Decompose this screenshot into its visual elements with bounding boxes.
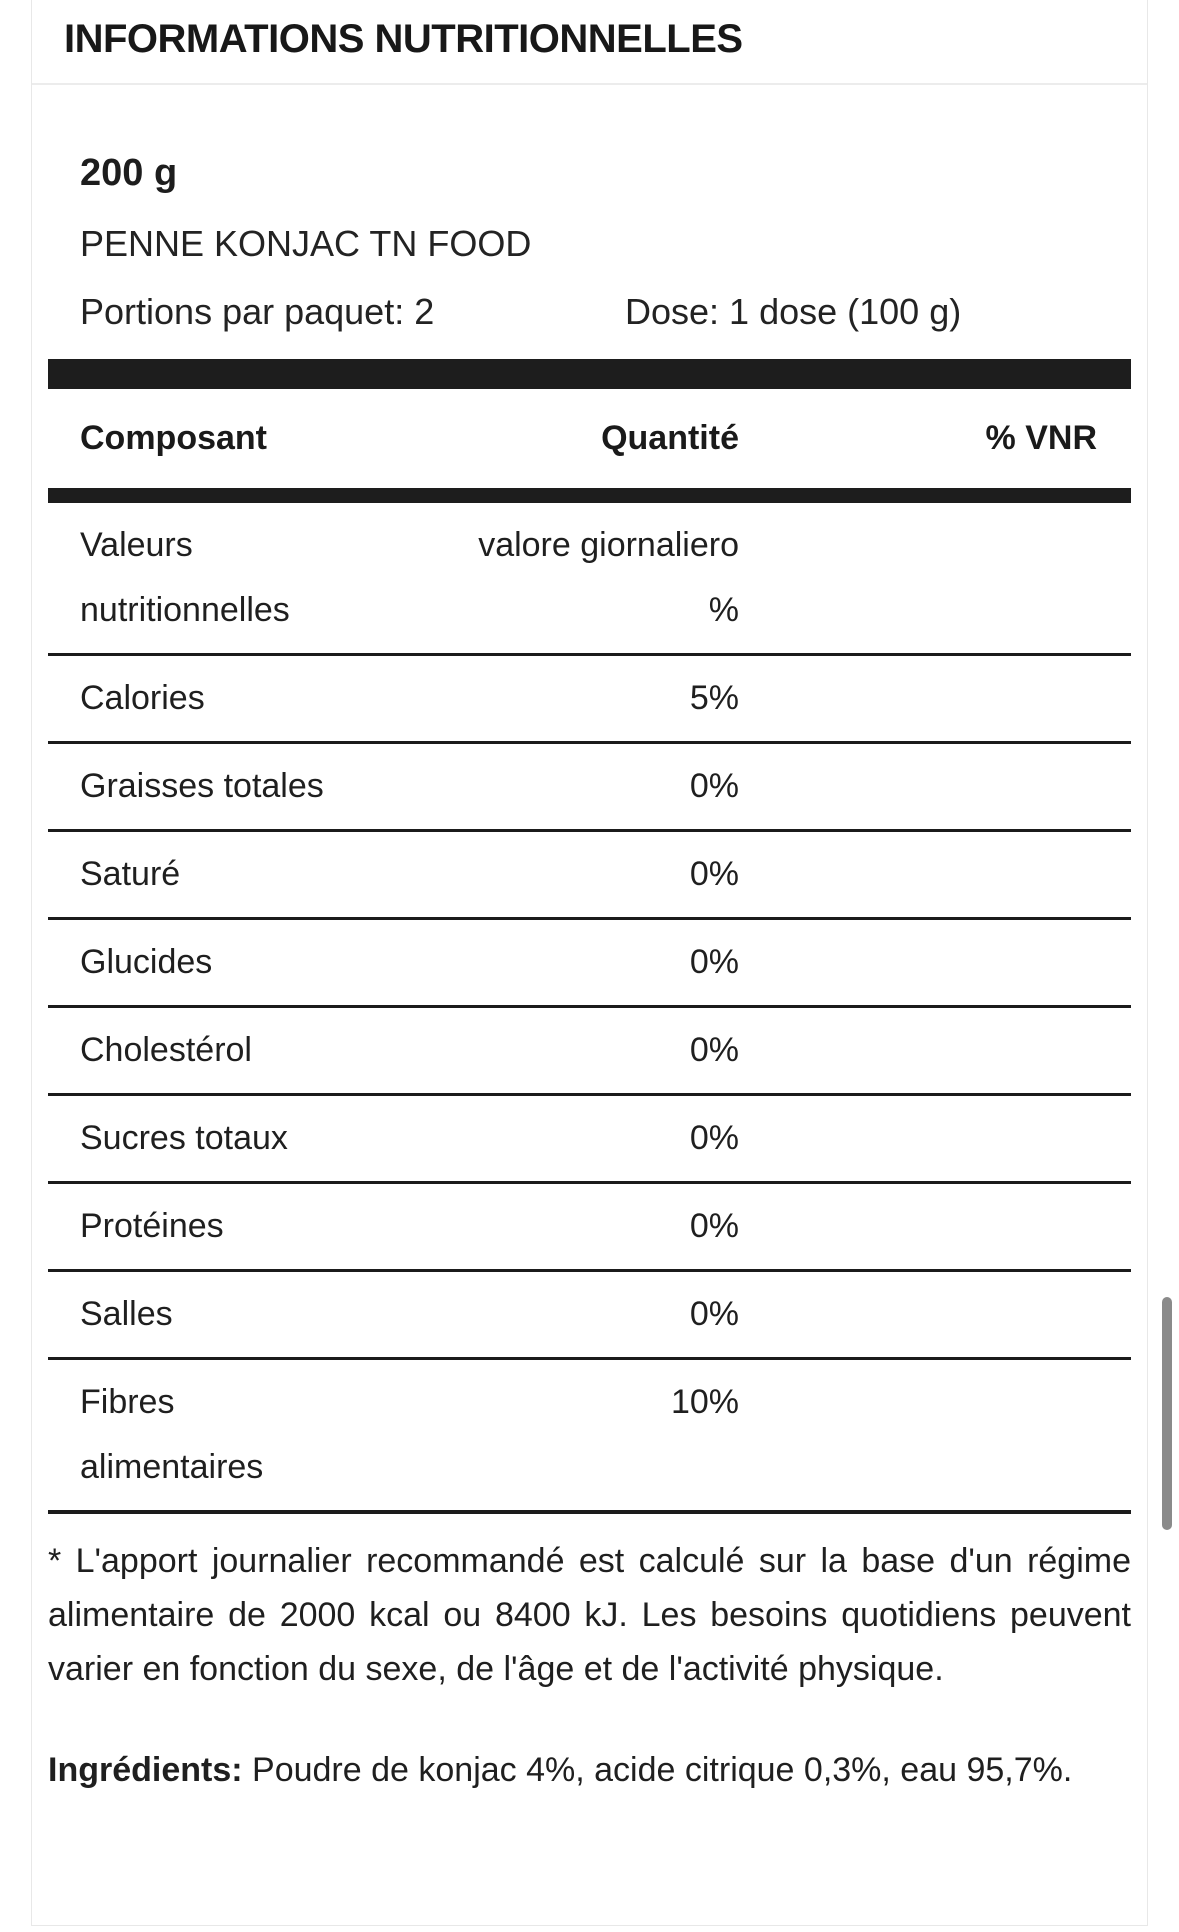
table-row xyxy=(48,1272,1131,1360)
table-row xyxy=(48,503,1131,656)
quantity-cell: 5% xyxy=(689,679,739,717)
table-top-bar xyxy=(48,359,1131,389)
component-cell: Protéines xyxy=(80,1207,224,1245)
daily-intake-footnote: * L'apport journalier recommandé est calculé sur la base d'un régime alimentaire de 2000 kcal ou 8400 kJ. Les besoins quotidiens peuvent varier en fonction du sexe, de l'âge et de l'activité physique. xyxy=(48,1542,1131,1688)
component-cell: Cholestérol xyxy=(80,1031,252,1069)
column-header-composant: Composant xyxy=(80,419,267,457)
ingredients-text: Poudre de konjac 4%, acide citrique 0,3%, eau 95,7%. xyxy=(252,1751,1073,1789)
nutrition-card xyxy=(31,0,1148,1926)
vnr-cell xyxy=(739,1194,1097,1259)
vnr-cell xyxy=(739,1282,1097,1347)
vnr-cell xyxy=(739,1018,1097,1083)
table-row xyxy=(48,744,1131,832)
component-cell: Sucres totaux xyxy=(80,1119,288,1157)
ingredients-label: Ingrédients: xyxy=(48,1751,243,1789)
component-cell: Valeurs nutritionnelles xyxy=(80,526,290,629)
quantity-cell: 0% xyxy=(689,943,739,981)
vnr-cell xyxy=(739,513,1097,643)
table-row xyxy=(48,1096,1131,1184)
nutrition-body xyxy=(32,149,1147,1798)
table-row xyxy=(48,1008,1131,1096)
table-header-separator-bar xyxy=(48,488,1131,503)
quantity-cell: 0% xyxy=(689,1295,739,1333)
component-cell: Graisses totales xyxy=(80,767,324,805)
vnr-cell xyxy=(739,754,1097,819)
table-row xyxy=(48,920,1131,1008)
servings-per-pack: Portions par paquet: 2 xyxy=(80,291,435,332)
ingredients-paragraph xyxy=(48,1742,1131,1798)
component-cell: Salles xyxy=(80,1295,173,1333)
section-header xyxy=(32,0,1147,85)
table-row xyxy=(48,832,1131,920)
servings-row xyxy=(48,289,1131,335)
vnr-cell xyxy=(739,1106,1097,1171)
table-row xyxy=(48,1360,1131,1514)
dose-size: Dose: 1 dose (100 g) xyxy=(625,291,962,332)
column-header-quantite: Quantité xyxy=(601,419,739,457)
quantity-cell: 0% xyxy=(689,855,739,893)
quantity-cell: 0% xyxy=(689,1119,739,1157)
vertical-scrollbar-thumb[interactable] xyxy=(1162,1297,1172,1530)
product-name: PENNE KONJAC TN FOOD xyxy=(80,223,532,264)
table-row xyxy=(48,1184,1131,1272)
vnr-cell xyxy=(739,930,1097,995)
quantity-cell: valore giornaliero % xyxy=(478,526,739,629)
vnr-cell xyxy=(739,1370,1097,1500)
quantity-cell: 0% xyxy=(689,1207,739,1245)
quantity-cell: 0% xyxy=(689,767,739,805)
table-header-row xyxy=(48,389,1131,488)
table-row xyxy=(48,656,1131,744)
product-weight: 200 g xyxy=(80,152,178,194)
page-title: INFORMATIONS NUTRITIONNELLES xyxy=(64,17,743,61)
column-header-vnr: % VNR xyxy=(985,419,1097,457)
component-cell: Saturé xyxy=(80,855,181,893)
vnr-cell xyxy=(739,666,1097,731)
component-cell: Calories xyxy=(80,679,205,717)
vnr-cell xyxy=(739,842,1097,907)
component-cell: Fibres alimentaires xyxy=(80,1383,264,1486)
quantity-cell: 10% xyxy=(670,1383,739,1421)
quantity-cell: 0% xyxy=(689,1031,739,1069)
component-cell: Glucides xyxy=(80,943,213,981)
